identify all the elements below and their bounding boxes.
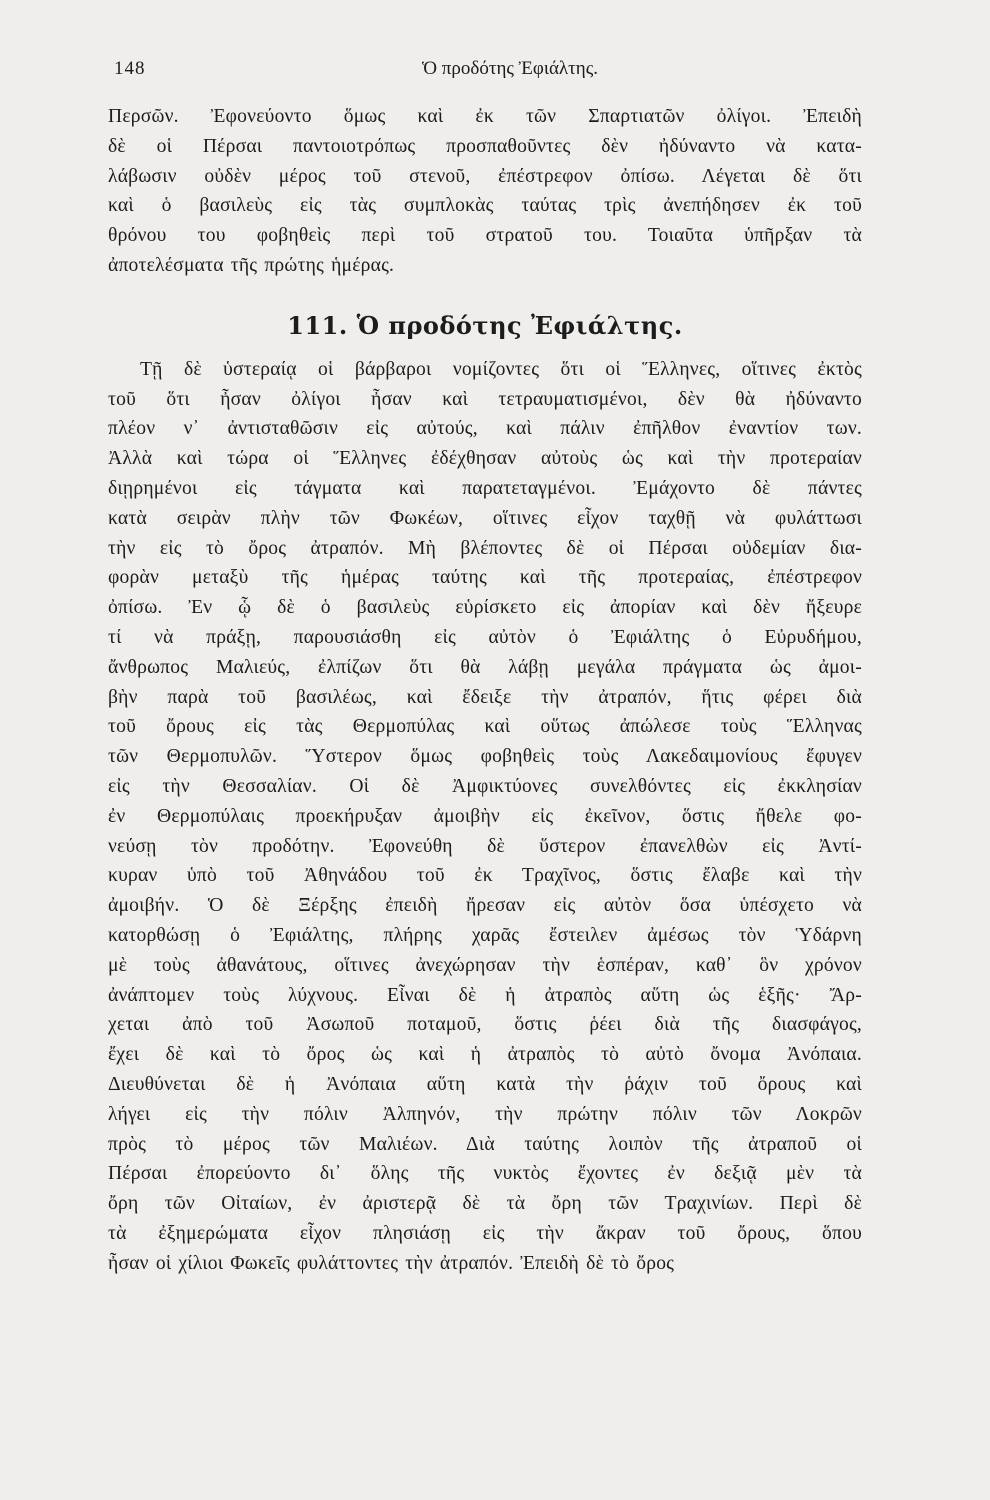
page-number: 148 — [114, 58, 146, 79]
text-line: τοῦ ὅτι ἦσαν ὀλίγοι ἦσαν καὶ τετραυματισμένοι, δὲν θὰ ἠδύναντο — [108, 388, 862, 410]
text-line: Διευθύνεται δὲ ἡ Ἀνόπαια αὕτη κατὰ τὴν ῥάχιν τοῦ ὄρους καὶ — [108, 1073, 862, 1095]
text-line: Τῇ δὲ ὑστεραίᾳ οἱ βάρβαροι νομίζοντες ὅτι οἱ Ἕλληνες, οἵτινες ἐκτὸς — [140, 358, 862, 380]
text-line: ἀμοιβήν. Ὁ δὲ Ξέρξης ἐπειδὴ ἤρεσαν εἰς αὐτὸν ὅσα ὑπέσχετο νὰ — [108, 895, 862, 917]
text-line: κατορθώσῃ ὁ Ἐφιάλτης, πλήρης χαρᾶς ἔστειλεν ἀμέσως τὸν Ὑδάρνη — [108, 924, 862, 946]
text-line: πρὸς τὸ μέρος τῶν Μαλιέων. Διὰ ταύτης λοιπὸν τῆς ἀτραποῦ οἱ — [108, 1133, 862, 1155]
text-line: βὴν παρὰ τοῦ βασιλέως, καὶ ἔδειξε τὴν ἀτραπόν, ἥτις φέρει διὰ — [108, 686, 862, 708]
text-line: ἀνάπτομεν τοὺς λύχνους. Εἶναι δὲ ἡ ἀτραπὸς αὕτη ὡς ἑξῆς· Ἄρ- — [108, 984, 862, 1006]
text-line: μὲ τοὺς ἀθανάτους, οἵτινες ἀνεχώρησαν τὴν ἑσπέραν, καθ᾿ ὃν χρόνον — [108, 954, 862, 976]
text-line: ἀποτελέσματα τῆς πρώτης ἡμέρας. — [108, 254, 395, 276]
text-line: εἰς τὴν Θεσσαλίαν. Οἱ δὲ Ἀμφικτύονες συνελθόντες εἰς ἐκκλησίαν — [108, 775, 862, 797]
text-line: λήγει εἰς τὴν πόλιν Ἀλπηνόν, τὴν πρώτην πόλιν τῶν Λοκρῶν — [108, 1103, 862, 1125]
text-line: νεύσῃ τὸν προδότην. Ἐφονεύθη δὲ ὕστερον ἐπανελθὼν εἰς Ἀντί- — [108, 835, 862, 857]
text-line: Περσῶν. Ἐφονεύοντο ὅμως καὶ ἐκ τῶν Σπαρτιατῶν ὀλίγοι. Ἐπειδὴ — [108, 106, 862, 127]
text-line: λάβωσιν οὐδὲν μέρος τοῦ στενοῦ, ἐπέστρεφον ὀπίσω. Λέγεται δὲ ὅτι — [108, 165, 862, 187]
text-line: ὀπίσω. Ἐν ᾧ δὲ ὁ βασιλεὺς εὑρίσκετο εἰς ἀπορίαν καὶ δὲν ἤξευρε — [108, 597, 862, 619]
text-line: διῃρημένοι εἰς τάγματα καὶ παρατεταγμένοι. Ἐμάχοντο δὲ πάντες — [108, 477, 862, 499]
text-line: φορὰν μεταξὺ τῆς ἡμέρας ταύτης καὶ τῆς προτεραίας, ἐπέστρεφον — [108, 567, 862, 589]
text-line: ἐν Θερμοπύλαις προεκήρυξαν ἀμοιβὴν εἰς ἐκεῖνον, ὅστις ἤθελε φο- — [108, 805, 862, 827]
text-line: θρόνου του φοβηθεὶς περὶ τοῦ στρατοῦ του. Τοιαῦτα ὑπῆρξαν τὰ — [108, 225, 862, 247]
text-line: τὰ ἐξημερώματα εἶχον πλησιάσῃ εἰς τὴν ἄκραν τοῦ ὄρους, ὅπου — [108, 1222, 862, 1244]
text-line: χεται ἀπὸ τοῦ Ἀσωποῦ ποταμοῦ, ὅστις ῥέει διὰ τῆς διασφάγος, — [108, 1014, 862, 1036]
text-line: Πέρσαι ἐπορεύοντο δι᾿ ὅλης τῆς νυκτὸς ἔχοντες ἐν δεξιᾷ μὲν τὰ — [108, 1163, 862, 1185]
paragraph — [108, 355, 862, 1279]
text-line: ἄνθρωπος Μαλιεύς, ἐλπίζων ὅτι θὰ λάβῃ μεγάλα πράγματα ὡς ἀμοι- — [108, 656, 862, 678]
text-line: πλέον ν᾿ ἀντισταθῶσιν εἰς αὐτούς, καὶ πάλιν ἐπῆλθον ἐναντίον των. — [108, 418, 862, 440]
text-line: ἦσαν οἱ χίλιοι Φωκεῖς φυλάττοντες τὴν ἀτραπόν. Ἐπειδὴ δὲ τὸ ὄρος — [108, 1252, 675, 1274]
running-title: Ὁ προδότης Ἐφιάλτης. — [422, 58, 598, 79]
section-heading: 111. Ὁ προδότης Ἐφιάλτης. — [287, 310, 683, 340]
text-line: τῶν Θερμοπυλῶν. Ὕστερον ὅμως φοβηθεὶς τοὺς Λακεδαιμονίους ἔφυγεν — [108, 746, 862, 768]
text-line: κατὰ σειρὰν πλὴν τῶν Φωκέων, οἵτινες εἶχον ταχθῇ νὰ φυλάττωσι — [108, 507, 862, 529]
text-line: κυραν ὑπὸ τοῦ Ἀθηνάδου τοῦ ἐκ Τραχῖνος, ὅστις ἔλαβε καὶ τὴν — [108, 865, 862, 887]
page-header — [110, 58, 870, 88]
text-line: δὲ οἱ Πέρσαι παντοιοτρόπως προσπαθοῦντες δὲν ἠδύναντο νὰ κατα- — [108, 135, 862, 157]
text-line: τί νὰ πράξῃ, παρουσιάσθη εἰς αὐτὸν ὁ Ἐφιάλτης ὁ Εὐρυδήμου, — [108, 626, 862, 648]
text-line: καὶ ὁ βασιλεὺς εἰς τὰς συμπλοκὰς ταύτας τρὶς ἀνεπήδησεν ἐκ τοῦ — [108, 195, 862, 217]
text-line: ὄρη τῶν Οἰταίων, ἐν ἀριστερᾷ δὲ τὰ ὄρη τῶν Τραχινίων. Περὶ δὲ — [108, 1193, 862, 1215]
text-line: τοῦ ὄρους εἰς τὰς Θερμοπύλας καὶ οὕτως ἀπώλεσε τοὺς Ἕλληνας — [108, 716, 862, 738]
text-line: τὴν εἰς τὸ ὄρος ἀτραπόν. Μὴ βλέποντες δὲ οἱ Πέρσαι οὐδεμίαν δια- — [108, 537, 862, 559]
text-line: Ἀλλὰ καὶ τώρα οἱ Ἕλληνες ἐδέχθησαν αὐτοὺς ὡς καὶ τὴν προτεραίαν — [108, 448, 862, 470]
page-body — [108, 102, 862, 1472]
text-line: ἔχει δὲ καὶ τὸ ὄρος ὡς καὶ ἡ ἀτραπὸς τὸ αὐτὸ ὄνομα Ἀνόπαια. — [108, 1044, 862, 1066]
paragraph — [108, 102, 862, 281]
